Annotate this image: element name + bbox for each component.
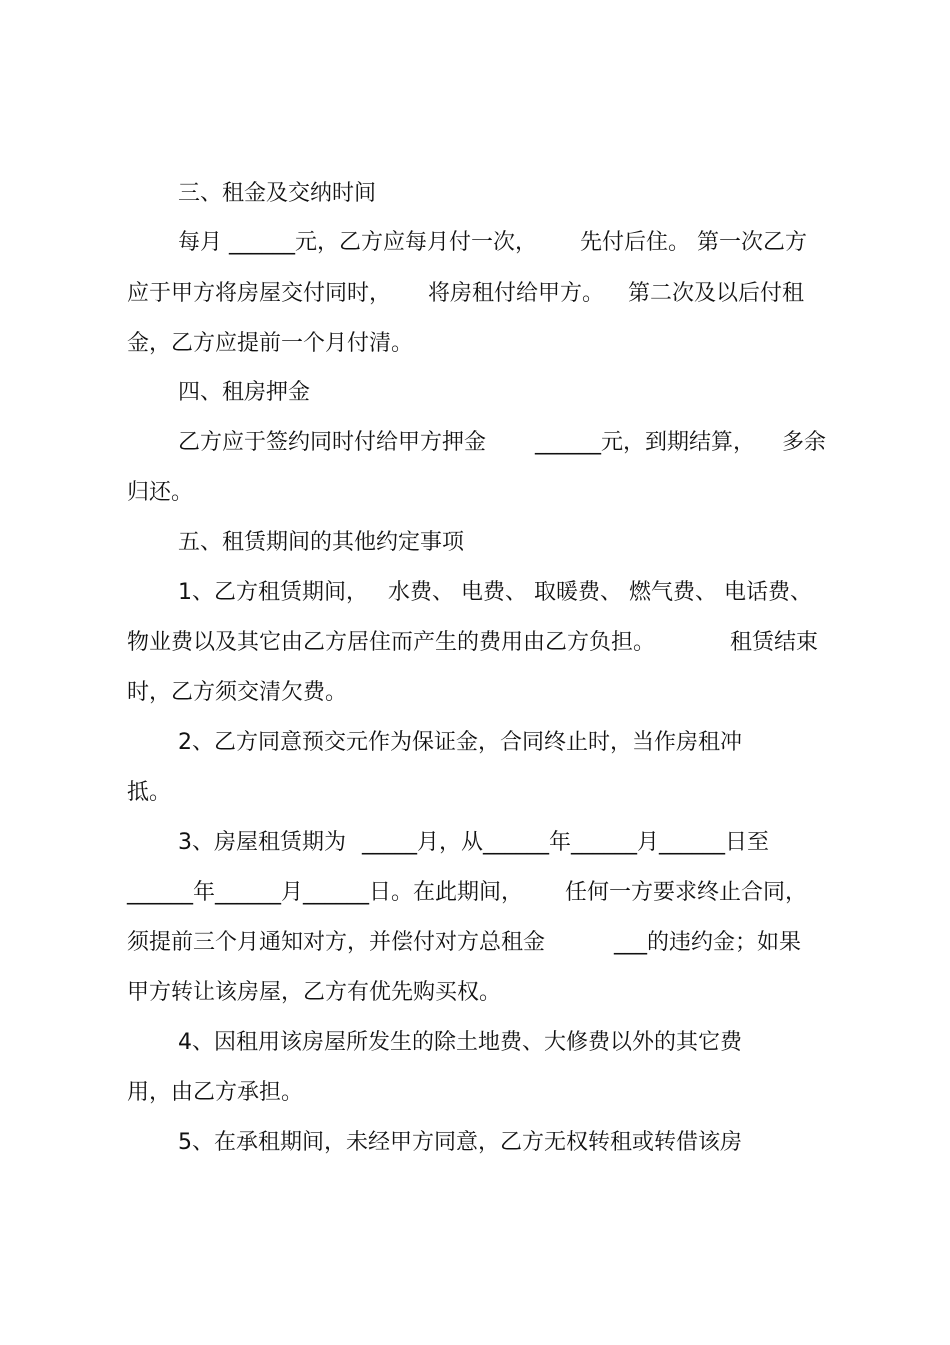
text-segment: 应于甲方将房屋交付同时，: [127, 281, 392, 306]
text-segment: ______元，到期结算，: [535, 430, 756, 455]
heading-text: 四、租房押金: [178, 380, 311, 405]
text-segment: 每月 ______元，乙方应每月付一次，: [178, 230, 537, 255]
text-segment: 5、在承租期间，未经甲方同意，乙方无权转租或转借该房: [178, 1130, 742, 1155]
paragraph-line: [0, 276, 950, 312]
text-segment: 乙方应于签约同时付给甲方押金: [178, 430, 487, 455]
section-heading: [0, 525, 950, 561]
text-segment: 租赁结束: [730, 630, 819, 655]
paragraph-line: [0, 1075, 950, 1111]
paragraph-line: [0, 725, 950, 761]
text-segment: 3、房屋租赁期为: [178, 830, 346, 855]
heading-text: 五、租赁期间的其他约定事项: [178, 530, 465, 555]
paragraph-line: [0, 575, 950, 611]
paragraph-line: [0, 425, 950, 461]
paragraph-line: [0, 675, 950, 711]
section-heading: [0, 375, 950, 411]
text-segment: 4、因租用该房屋所发生的除土地费、大修费以外的其它费: [178, 1030, 742, 1055]
text-segment: 时，乙方须交清欠费。: [127, 680, 348, 705]
paragraph-line: [0, 475, 950, 511]
paragraph-line: [0, 775, 950, 811]
text-segment: 先付后住。 第一次乙方: [580, 230, 807, 255]
text-segment: 金，乙方应提前一个月付清。: [127, 331, 414, 356]
paragraph-line: [0, 925, 950, 961]
paragraph-line: [0, 225, 950, 261]
text-segment: 多余: [782, 430, 827, 455]
text-segment: 抵。: [127, 780, 172, 805]
paragraph-line: [0, 975, 950, 1011]
heading-text: 三、租金及交纳时间: [178, 181, 377, 206]
text-segment: 任何一方要求终止合同，: [565, 880, 808, 905]
section-heading: [0, 176, 950, 212]
text-segment: 须提前三个月通知对方，并偿付对方总租金: [127, 930, 546, 955]
paragraph-line: [0, 1125, 950, 1161]
text-segment: 用，由乙方承担。: [127, 1080, 304, 1105]
text-segment: ___的违约金；如果: [614, 930, 802, 955]
text-segment: 第二次及以后付租: [628, 281, 805, 306]
paragraph-line: [0, 875, 950, 911]
text-segment: ______年______月______日。在此期间，: [127, 880, 524, 905]
text-segment: 水费、 电费、 取暖费、 燃气费、 电话费、: [388, 580, 812, 605]
text-segment: 1、乙方租赁期间，: [178, 580, 368, 605]
text-segment: 将房租付给甲方。: [428, 281, 605, 306]
text-segment: 物业费以及其它由乙方居住而产生的费用由乙方负担。: [127, 630, 656, 655]
text-segment: 甲方转让该房屋，乙方有优先购买权。: [127, 980, 502, 1005]
text-segment: 归还。: [127, 480, 194, 505]
paragraph-line: [0, 625, 950, 661]
text-segment: 2、乙方同意预交元作为保证金，合同终止时，当作房租冲: [178, 730, 742, 755]
paragraph-line: [0, 825, 950, 861]
text-segment: _____月，从______年______月______日至: [362, 830, 770, 855]
paragraph-line: [0, 326, 950, 362]
paragraph-line: [0, 1025, 950, 1061]
